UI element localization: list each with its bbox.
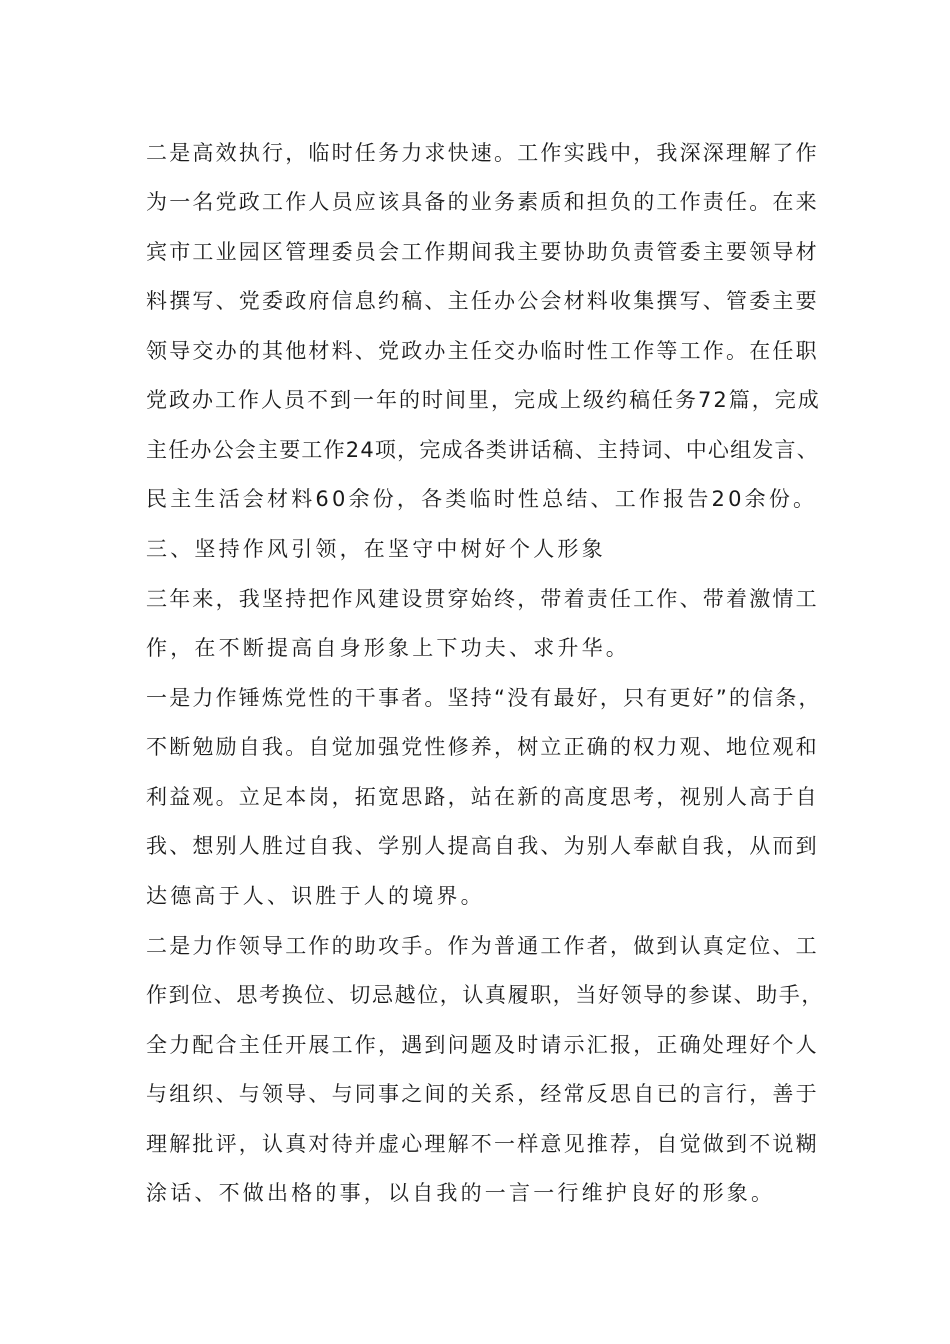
- paragraph-line-12: 一是力作锤炼党性的干事者。坚持“没有最好，只有更好”的信条，: [146, 686, 822, 710]
- paragraph-line-10: 三年来，我坚持把作风建设贯穿始终，带着责任工作、带着激情工: [146, 587, 819, 611]
- paragraph-line-21: 理解批评，认真对待并虚心理解不一样意见推荐，自觉做到不说糊: [146, 1132, 819, 1156]
- paragraph-line-3: 宾市工业园区管理委员会工作期间我主要协助负责管委主要领导材: [146, 240, 819, 264]
- section-heading: 三、坚持作风引领，在坚守中树好个人形象: [146, 537, 606, 561]
- paragraph-line-5: 领导交办的其他材料、党政办主任交办临时性工作等工作。在任职: [146, 339, 819, 363]
- paragraph-line-22: 涂话、不做出格的事，以自我的一言一行维护良好的形象。: [146, 1181, 776, 1205]
- paragraph-line-19: 全力配合主任开展工作，遇到问题及时请示汇报，正确处理好个人: [146, 1033, 819, 1057]
- paragraph-line-1: 二是高效执行，临时任务力求快速。工作实践中，我深深理解了作: [146, 141, 819, 165]
- paragraph-line-20: 与组织、与领导、与同事之间的关系，经常反思自已的言行，善于: [146, 1082, 819, 1106]
- paragraph-line-16: 达德高于人、识胜于人的境界。: [146, 884, 485, 908]
- paragraph-line-18: 作到位、思考换位、切忌越位，认真履职，当好领导的参谋、助手，: [146, 983, 824, 1007]
- paragraph-line-6: 党政办工作人员不到一年的时间里，完成上级约稿任务72篇，完成: [146, 388, 821, 412]
- paragraph-line-2: 为一名党政工作人员应该具备的业务素质和担负的工作责任。在来: [146, 190, 819, 214]
- paragraph-line-8: 民主生活会材料60余份，各类临时性总结、工作报告20余份。: [146, 487, 818, 511]
- paragraph-line-7: 主任办公会主要工作24项，完成各类讲话稿、主持词、中心组发言、: [146, 438, 819, 462]
- paragraph-line-15: 我、想别人胜过自我、学别人提高自我、为别人奉献自我，从而到: [146, 834, 819, 858]
- paragraph-line-11: 作，在不断提高自身形象上下功夫、求升华。: [146, 636, 630, 660]
- paragraph-line-14: 利益观。立足本岗，拓宽思路，站在新的高度思考，视别人高于自: [146, 785, 819, 809]
- paragraph-line-4: 料撰写、党委政府信息约稿、主任办公会材料收集撰写、管委主要: [146, 289, 819, 313]
- paragraph-line-17: 二是力作领导工作的助攻手。作为普通工作者，做到认真定位、工: [146, 934, 819, 958]
- paragraph-line-13: 不断勉励自我。自觉加强党性修养，树立正确的权力观、地位观和: [146, 735, 819, 759]
